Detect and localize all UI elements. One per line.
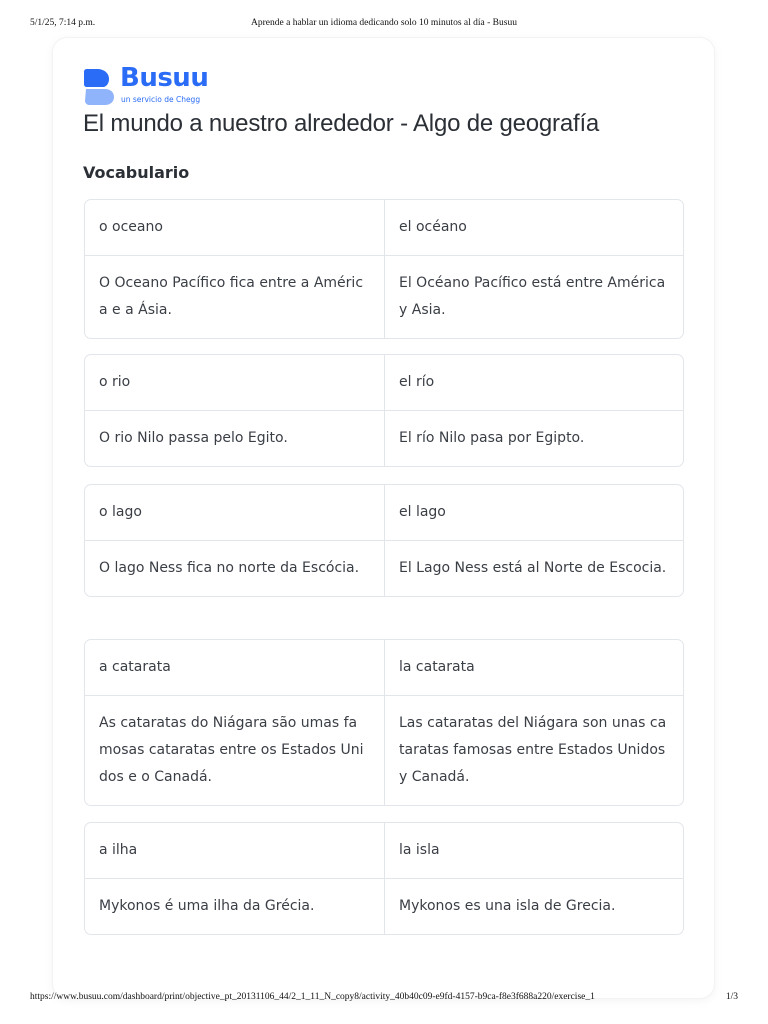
es-example: El Lago Ness está al Norte de Escocia. [384,541,683,596]
vocab-word-row [85,640,683,696]
print-page-number: 1/3 [725,992,738,1002]
vocab-card [84,354,684,467]
vocab-example-row [85,879,683,934]
pt-example: O rio Nilo passa pelo Egito. [99,430,288,446]
print-datetime: 5/1/25, 7:14 p.m. [30,18,96,28]
vocab-card [84,639,684,806]
print-doc-title: Aprende a hablar un idioma dedicando solo 10 minutos al día - Busuu [251,18,517,28]
pt-word: o lago [99,504,142,520]
pt-word: o rio [99,374,131,390]
vocab-word-row [85,485,683,541]
es-word: el lago [384,485,683,540]
es-word: la catarata [384,640,683,695]
section-title: Vocabulario [83,163,190,182]
vocab-word-row [85,200,683,256]
pt-word: o oceano [99,219,163,235]
logo-tagline: un servicio de Chegg [121,95,201,104]
pt-example: As cataratas do Niágara são umas famosas cataratas entre os Estados Unidos e o Canadá. [99,715,364,785]
pt-example: O lago Ness fica no norte da Escócia. [99,560,360,576]
vocab-card [84,484,684,597]
logo-wordmark: Busuu [120,63,209,93]
es-word: el océano [384,200,683,255]
vocab-card [84,822,684,935]
pt-word: a ilha [99,842,138,858]
page-title: El mundo a nuestro alrededor - Algo de geografía [83,110,600,137]
print-footer [0,992,768,1006]
pt-example: Mykonos é uma ilha da Grécia. [99,898,315,914]
vocab-word-row [85,355,683,411]
vocab-word-row [85,823,683,879]
print-header [0,18,768,32]
busuu-logo[interactable] [83,63,223,106]
pt-example: O Oceano Pacífico fica entre a América e a Ásia. [99,275,364,318]
es-example: Las cataratas del Niágara son unas cataratas famosas entre Estados Unidos y Canadá. [384,696,683,805]
vocab-example-row [85,541,683,596]
es-example: Mykonos es una isla de Grecia. [384,879,683,934]
print-url: https://www.busuu.com/dashboard/print/objective_pt_20131106_44/2_1_11_N_copy8/activity_40b40c09-e9fd-4157-b9ca-f8e3f688a220/exercise_1 [30,992,595,1002]
vocab-card [84,199,684,339]
es-example: El río Nilo pasa por Egipto. [384,411,683,466]
es-word: la isla [384,823,683,878]
vocab-example-row [85,411,683,466]
busuu-logo-icon [83,67,115,105]
vocab-example-row [85,256,683,338]
pt-word: a catarata [99,659,171,675]
es-example: El Océano Pacífico está entre América y Asia. [384,256,683,338]
vocab-example-row [85,696,683,805]
es-word: el río [384,355,683,410]
